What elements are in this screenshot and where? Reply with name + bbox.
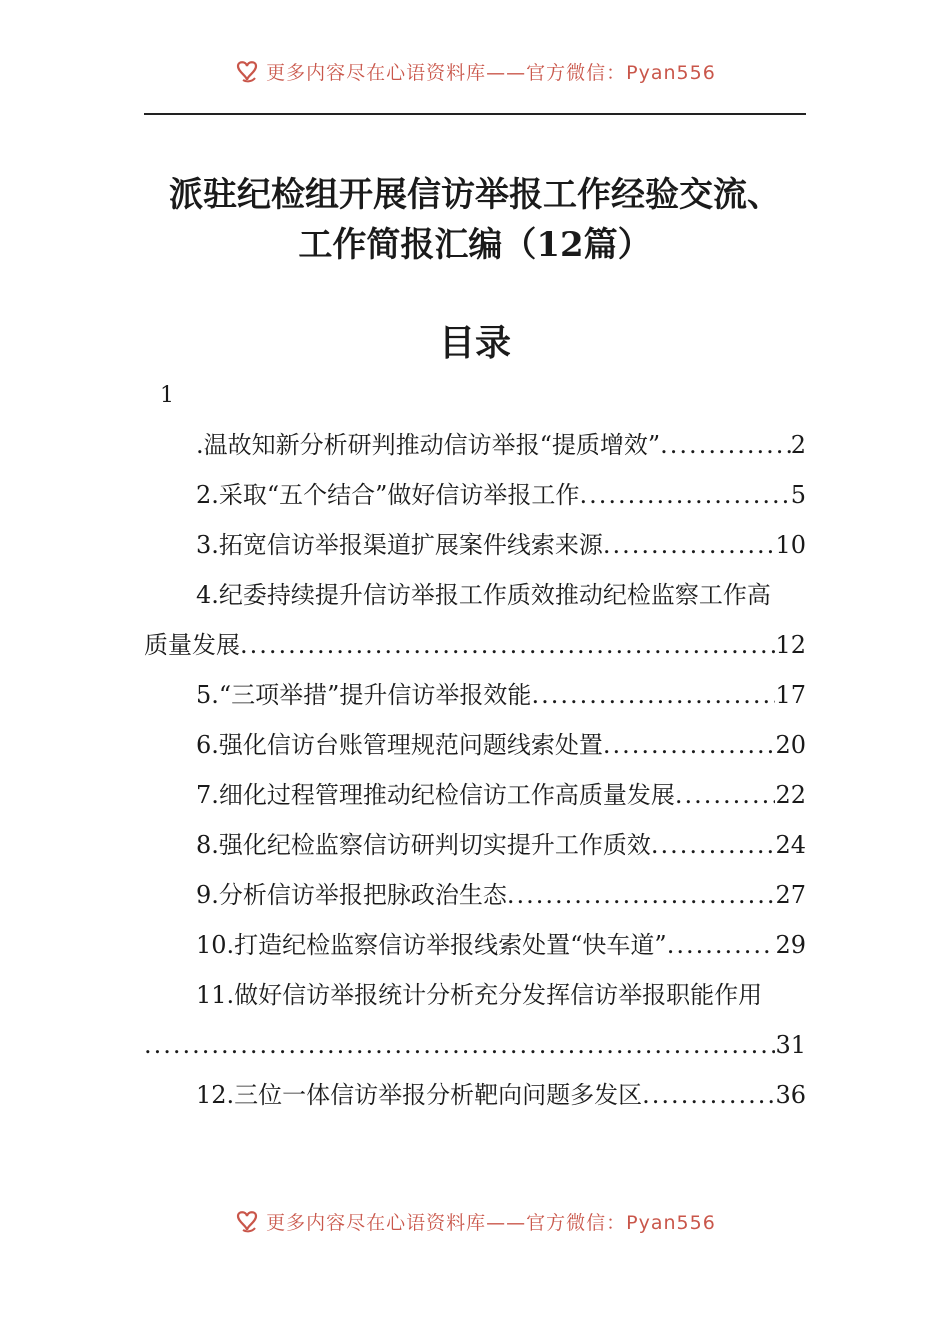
toc-entry-4[interactable] <box>144 570 806 670</box>
toc-leader-dots <box>660 420 791 470</box>
toc-entry-page: 17 <box>775 681 806 709</box>
toc-first-number: 1 <box>160 383 174 408</box>
toc-entry-page: 22 <box>775 781 806 809</box>
toc-entry-page: 20 <box>775 731 806 759</box>
toc-entry-page: 27 <box>775 881 806 909</box>
toc-entry-page: 29 <box>775 931 806 959</box>
document-title-line1: 派驻纪检组开展信访举报工作经验交流、 <box>169 175 781 215</box>
toc-entry-title: 10.打造纪检监察信访举报线索处置“快车道” <box>196 931 667 959</box>
toc-entry-title: 2.采取“五个结合”做好信访举报工作 <box>196 481 580 509</box>
toc-entry-title: 5.“三项举措”提升信访举报效能 <box>196 681 532 709</box>
toc-entry-title: 8.强化纪检监察信访研判切实提升工作质效 <box>196 831 651 859</box>
toc-entry-8[interactable] <box>144 820 806 870</box>
watermark-header <box>0 56 950 86</box>
toc-leader-dots <box>144 1020 775 1070</box>
document-title-line2: 工作简报汇编（12篇） <box>298 225 652 265</box>
toc-entry-title: 12.三位一体信访举报分析靶向问题多发区 <box>196 1081 643 1109</box>
toc-entry-7[interactable] <box>144 770 806 820</box>
toc-leader-dots <box>579 470 790 520</box>
toc-entry-page: 5 <box>790 481 806 509</box>
toc-heading: 目录 <box>438 322 511 364</box>
watermark-text: 更多内容尽在心语资料库——官方微信：Pyan556 <box>266 61 716 84</box>
toc-entry-11[interactable] <box>144 970 806 1070</box>
toc-entry-10[interactable] <box>144 920 806 970</box>
toc-entry-title-line1: 4.纪委持续提升信访举报工作质效推动纪检监察工作高 <box>196 581 771 609</box>
toc-entry-title: 9.分析信访举报把脉政治生态 <box>196 881 507 909</box>
toc-leader-dots <box>675 770 776 820</box>
toc-leader-dots <box>667 920 776 970</box>
watermark-footer <box>0 1206 950 1236</box>
toc-entry-1[interactable] <box>144 420 806 470</box>
toc-leader-dots <box>603 520 776 570</box>
document-title <box>100 170 850 270</box>
toc-entry-page: 24 <box>775 831 806 859</box>
toc-entry-12[interactable] <box>144 1070 806 1120</box>
toc-entry-2[interactable] <box>144 470 806 520</box>
toc-entry-page: 2 <box>790 431 806 459</box>
brand-logo-icon <box>234 1208 260 1234</box>
toc-entry-page: 10 <box>775 531 806 559</box>
toc-leader-dots <box>531 670 775 720</box>
toc-entry-line2 <box>144 1020 806 1070</box>
toc-leader-dots <box>651 820 776 870</box>
header-rule <box>144 113 806 115</box>
toc-entry-page: 31 <box>775 1031 806 1059</box>
toc-entry-title-line2: 质量发展 <box>144 631 240 659</box>
toc-entry-title: 6.强化信访台账管理规范问题线索处置 <box>196 731 603 759</box>
toc-leader-dots <box>507 870 776 920</box>
brand-logo-icon <box>234 58 260 84</box>
toc-entry-title: .温故知新分析研判推动信访举报“提质增效” <box>196 431 661 459</box>
watermark-text: 更多内容尽在心语资料库——官方微信：Pyan556 <box>266 1211 716 1234</box>
toc-entry-page: 36 <box>775 1081 806 1109</box>
toc-entry-9[interactable] <box>144 870 806 920</box>
toc-entry-page: 12 <box>775 631 806 659</box>
toc-leader-dots <box>240 620 775 670</box>
toc-entry-line2 <box>144 620 806 670</box>
toc-entry-3[interactable] <box>144 520 806 570</box>
toc-entry-title: 3.拓宽信访举报渠道扩展案件线索来源 <box>196 531 603 559</box>
toc-entry-5[interactable] <box>144 670 806 720</box>
toc-entry-title: 7.细化过程管理推动纪检信访工作高质量发展 <box>196 781 675 809</box>
toc-entry-title-line1: 11.做好信访举报统计分析充分发挥信访举报职能作用 <box>196 981 763 1009</box>
toc-entry-6[interactable] <box>144 720 806 770</box>
toc-list <box>144 420 806 1120</box>
toc-leader-dots <box>642 1070 775 1120</box>
toc-leader-dots <box>603 720 776 770</box>
